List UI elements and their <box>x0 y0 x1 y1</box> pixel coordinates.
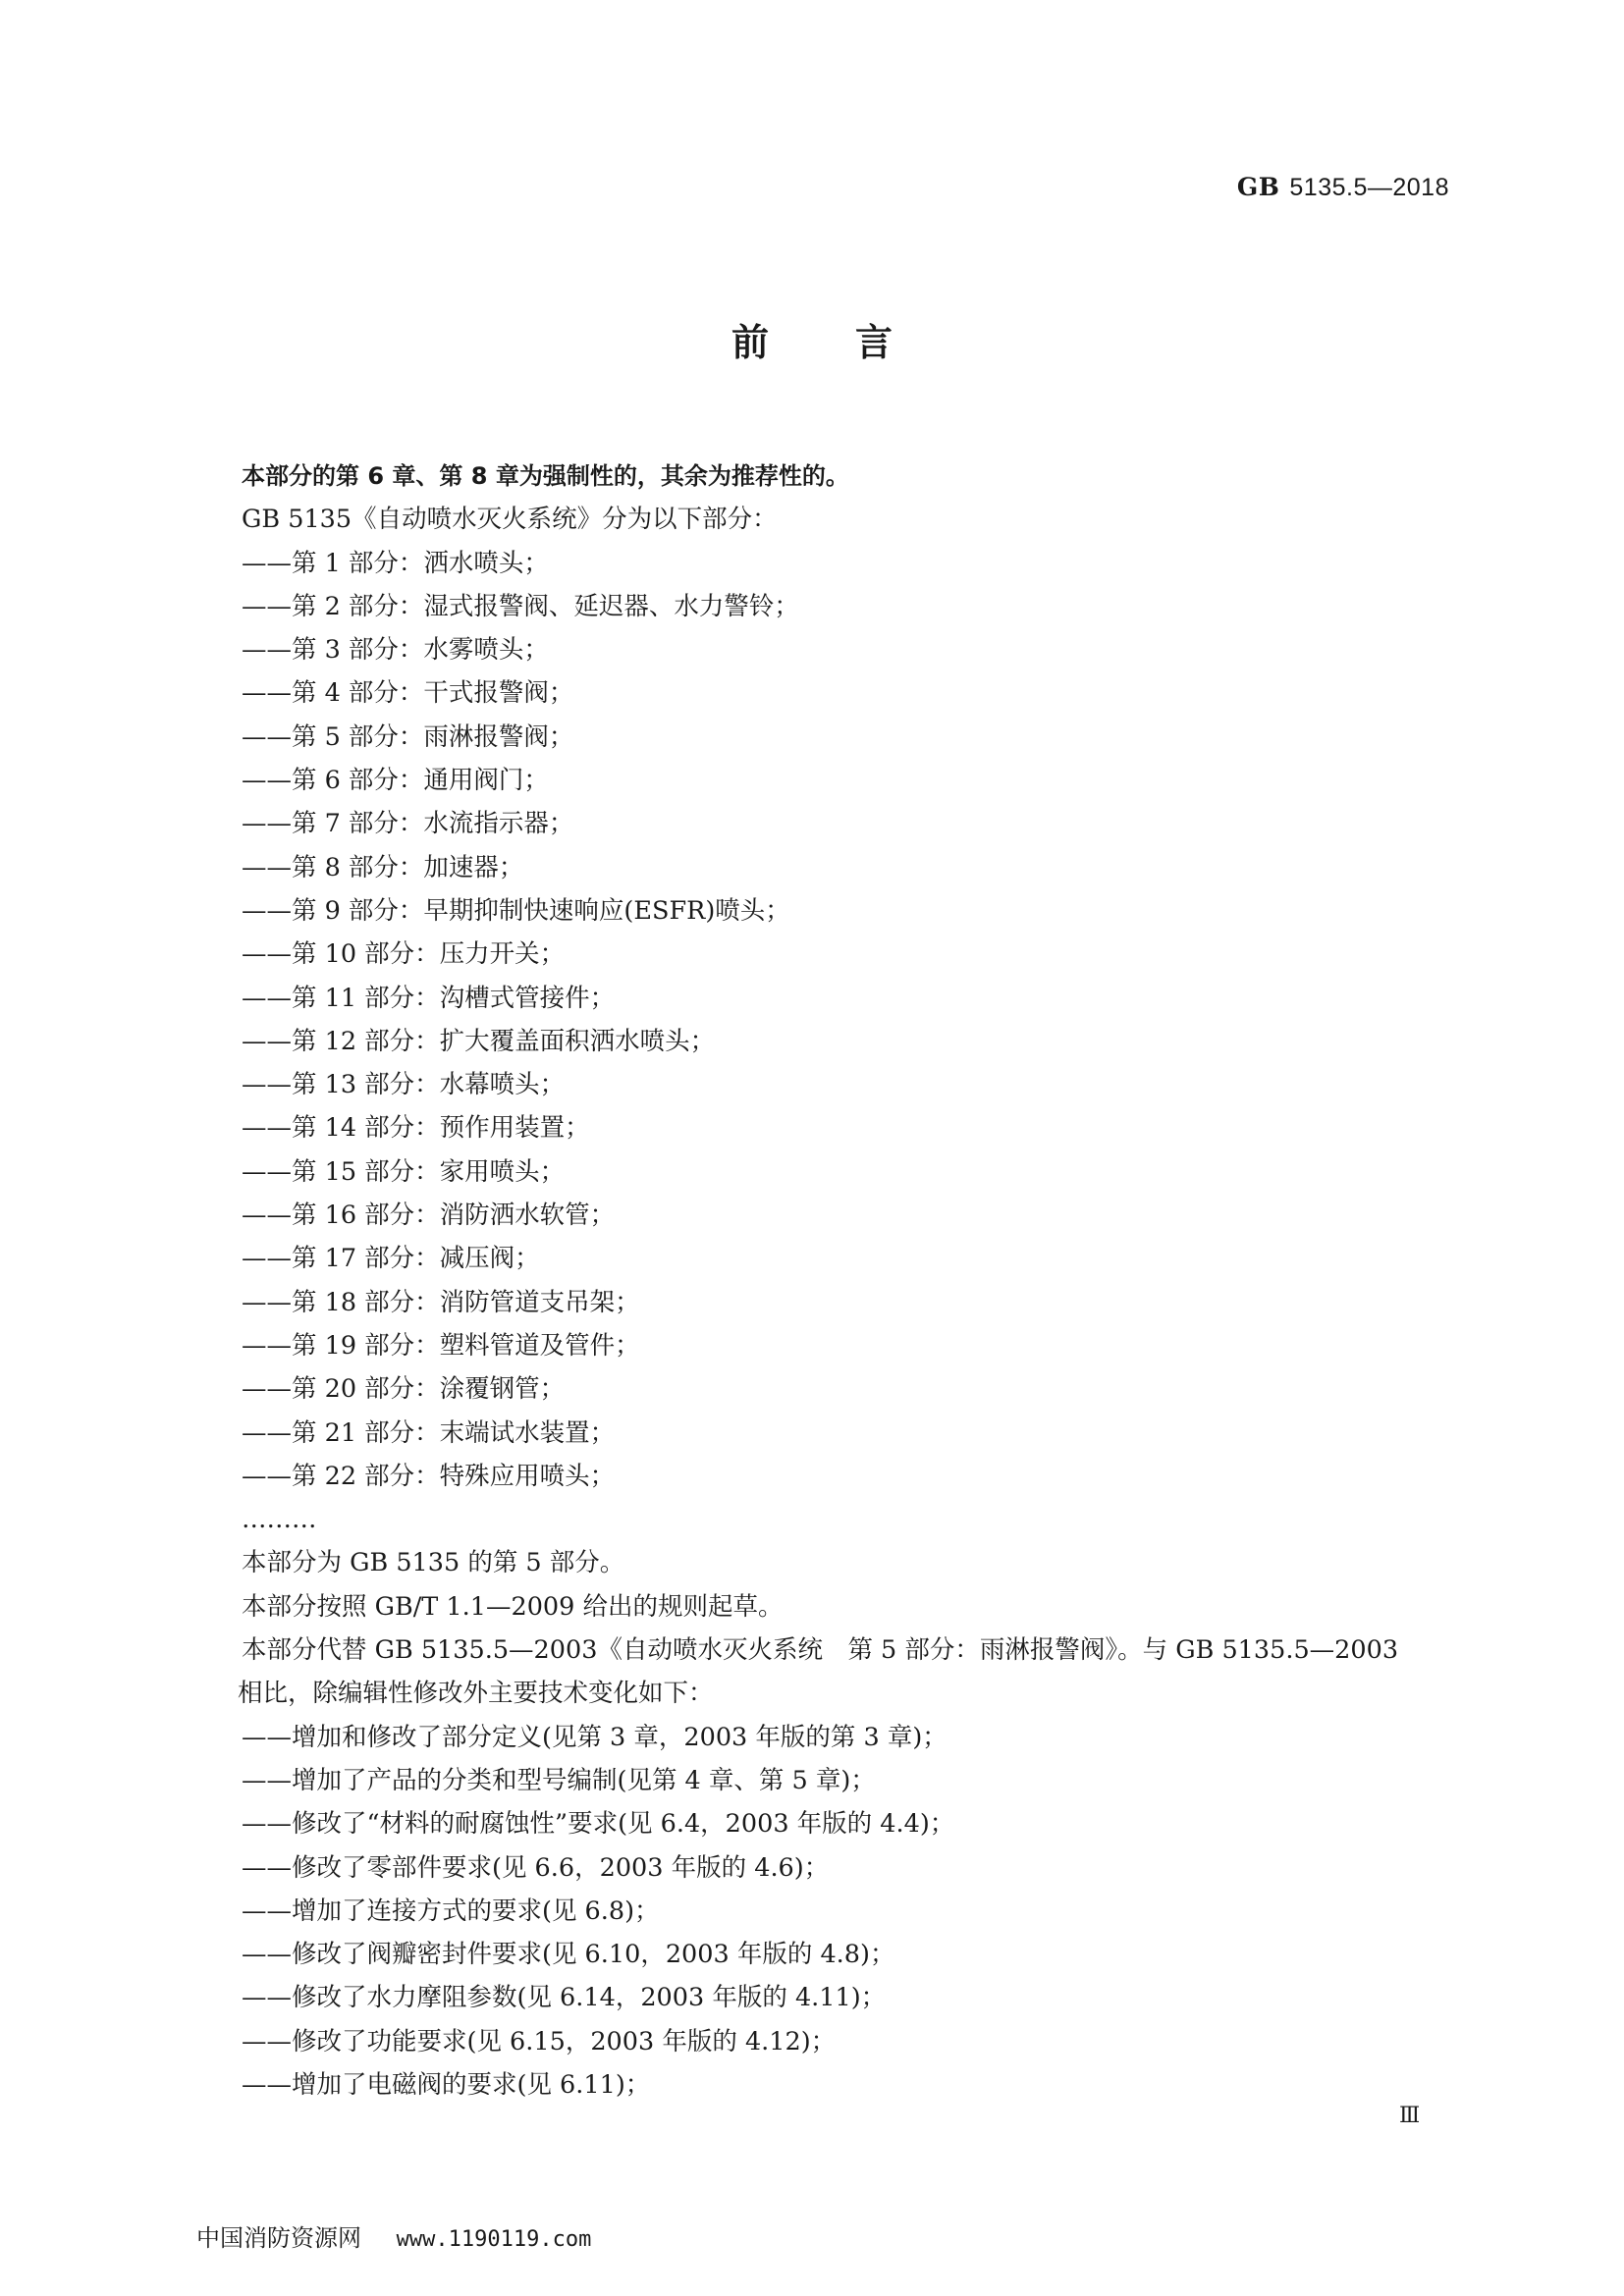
footer-url[interactable]: www.1190119.com <box>396 2227 592 2252</box>
part-list-item: ——第 9 部分：早期抑制快速响应(ESFR)喷头； <box>242 895 790 926</box>
part-list-item: ——第 3 部分：水雾喷头； <box>242 635 549 666</box>
page-number: Ⅲ <box>1399 2104 1421 2128</box>
change-list-item: ——修改了“材料的耐腐蚀性”要求(见 6.4，2003 年版的 4.4)； <box>242 1809 955 1840</box>
change-list-item: ——修改了阀瓣密封件要求(见 6.10，2003 年版的 4.8)； <box>242 1940 895 1970</box>
replaces-line-2: 相比，除编辑性修改外主要技术变化如下： <box>238 1679 714 1709</box>
change-list-item: ——修改了水力摩阻参数(见 6.14，2003 年版的 4.11)； <box>242 1983 887 2013</box>
standard-number: 5135.5—2018 <box>1289 174 1449 201</box>
mandatory-statement: 本部分的第 6 章、第 8 章为强制性的，其余为推荐性的。 <box>242 462 849 490</box>
ellipsis: ……… <box>242 1505 317 1535</box>
change-list-item: ——增加和修改了部分定义(见第 3 章，2003 年版的第 3 章)； <box>242 1722 947 1752</box>
part-list-item: ——第 17 部分：减压阀； <box>242 1244 540 1274</box>
drafting-rule: 本部分按照 GB/T 1.1—2009 给出的规则起草。 <box>242 1591 784 1622</box>
footer <box>196 2218 591 2253</box>
part-list-item: ——第 11 部分：沟槽式管接件； <box>242 983 616 1013</box>
change-list-item: ——修改了零部件要求(见 6.6，2003 年版的 4.6)； <box>242 1852 830 1883</box>
changes-list <box>242 1716 1459 2108</box>
standard-prefix: GB <box>1236 173 1280 201</box>
part-list-item: ——第 4 部分：干式报警阀； <box>242 678 574 709</box>
part-list-item: ——第 21 部分：末端试水装置； <box>242 1417 616 1448</box>
part-list-item: ——第 20 部分：涂覆钢管； <box>242 1374 566 1405</box>
part-list-item: ——第 22 部分：特殊应用喷头； <box>242 1461 616 1491</box>
part-list-item: ——第 10 部分：压力开关； <box>242 939 566 970</box>
page-title: 前言 <box>731 321 979 364</box>
part-list-item: ——第 18 部分：消防管道支吊架； <box>242 1287 640 1317</box>
change-list-item: ——增加了电磁阀的要求(见 6.11)； <box>242 2069 651 2100</box>
part-list-item: ——第 14 部分：预作用装置； <box>242 1113 590 1144</box>
part-list-item: ——第 16 部分：消防洒水软管； <box>242 1201 616 1231</box>
series-intro: GB 5135《自动喷水灭火系统》分为以下部分： <box>242 505 778 535</box>
part-list-item: ——第 19 部分：塑料管道及管件； <box>242 1330 640 1361</box>
part-list-item: ——第 5 部分：雨淋报警阀； <box>242 721 574 752</box>
replaces-line-1: 本部分代替 GB 5135.5—2003《自动喷水灭火系统 第 5 部分：雨淋报警阀》。与 GB 5135.5—2003 <box>242 1635 1399 1666</box>
part-list-item: ——第 15 部分：家用喷头； <box>242 1156 566 1187</box>
part-statement: 本部分为 GB 5135 的第 5 部分。 <box>242 1548 625 1578</box>
part-list-item: ——第 6 部分：通用阀门； <box>242 766 549 796</box>
document-body <box>238 454 1459 2107</box>
part-list-item: ——第 8 部分：加速器； <box>242 852 524 882</box>
parts-list <box>242 542 1459 1499</box>
part-list-item: ——第 1 部分：洒水喷头； <box>242 548 549 578</box>
change-list-item: ——修改了功能要求(见 6.15，2003 年版的 4.12)； <box>242 2026 837 2056</box>
change-list-item: ——增加了连接方式的要求(见 6.8)； <box>242 1896 660 1926</box>
part-list-item: ——第 7 部分：水流指示器； <box>242 809 574 839</box>
footer-site-name: 中国消防资源网 <box>196 2224 361 2252</box>
change-list-item: ——增加了产品的分类和型号编制(见第 4 章、第 5 章)； <box>242 1765 876 1795</box>
part-list-item: ——第 12 部分：扩大覆盖面积洒水喷头； <box>242 1026 716 1056</box>
standard-code <box>1237 173 1449 202</box>
part-list-item: ——第 13 部分：水幕喷头； <box>242 1070 566 1100</box>
part-list-item: ——第 2 部分：湿式报警阀、延迟器、水力警铃； <box>242 591 799 621</box>
